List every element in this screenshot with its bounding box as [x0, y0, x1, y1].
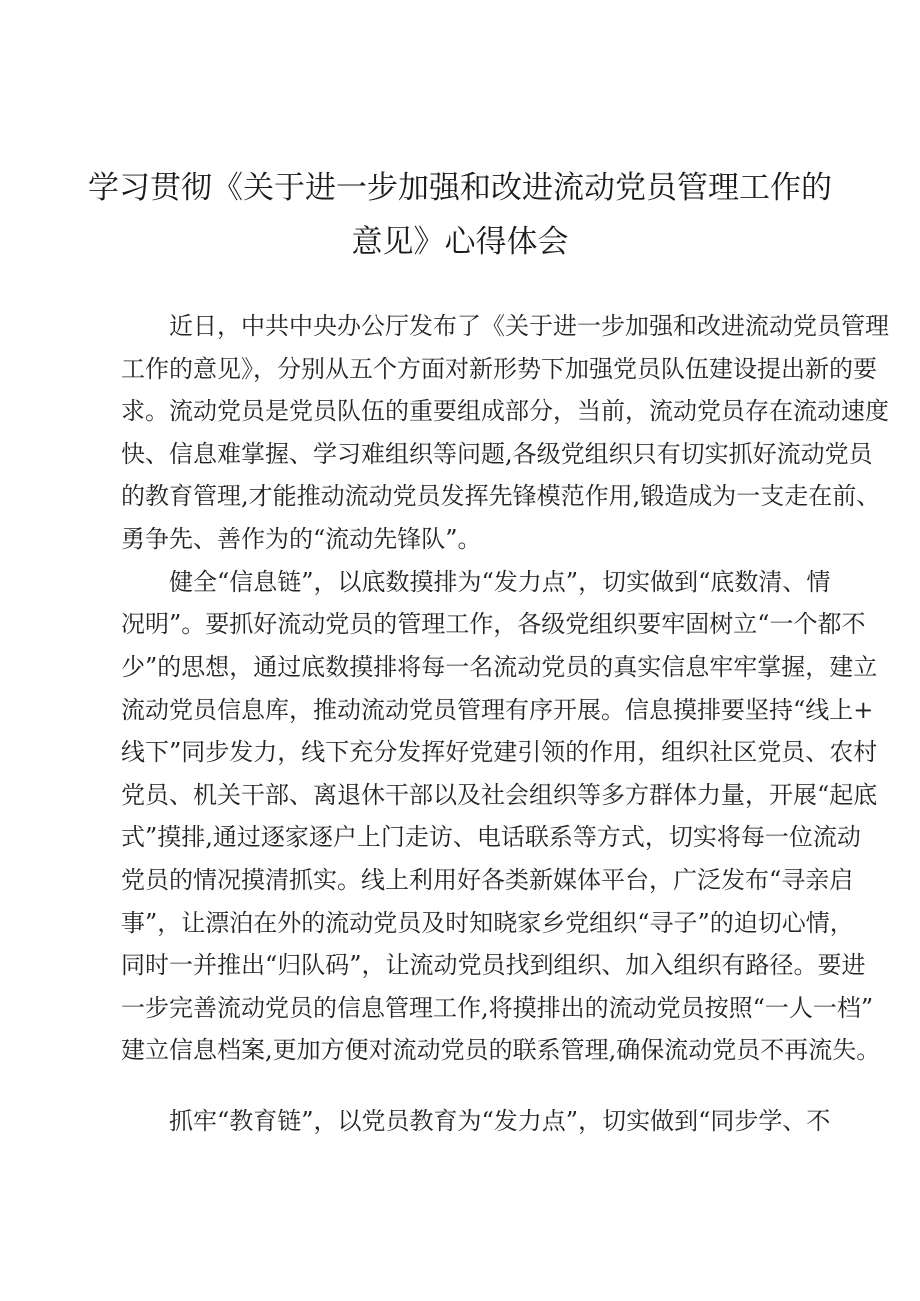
- paragraph-2-line: 党员、机关干部、离退休干部以及社会组织等多方群体力量，开展“起底: [121, 781, 878, 809]
- paragraph-2-line: 一步完善流动党员的信息管理工作,将摸排出的流动党员按照“一人一档”: [121, 994, 874, 1022]
- document-title-line-2: 意见》心得体会: [351, 224, 569, 260]
- paragraph-1-line: 近日，中共中央办公厅发布了《关于进一步加强和改进流动党员管理: [169, 312, 889, 340]
- paragraph-1-line: 的教育管理,才能推动流动党员发挥先锋模范作用,锻造成为一支走在前、: [121, 482, 881, 510]
- paragraph-2-line: 线下”同步发力，线下充分发挥好党建引领的作用，组织社区党员、农村: [121, 738, 878, 766]
- paragraph-2-line: 少”的思想，通过底数摸排将每一名流动党员的真实信息牢牢掌握，建立: [121, 653, 878, 681]
- paragraph-1-line: 工作的意见》，分别从五个方面对新形势下加强党员队伍建设提出新的要: [121, 355, 877, 383]
- paragraph-1-line: 快、信息难掌握、学习难组织等问题,各级党组织只有切实抓好流动党员: [121, 440, 873, 468]
- paragraph-2-line: 式”摸排,通过逐家逐户上门走访、电话联系等方式，切实将每一位流动: [121, 823, 861, 851]
- paragraph-3-line: 抓牢“教育链”，以党员教育为“发力点”，切实做到“同步学、不: [169, 1107, 831, 1135]
- paragraph-2-line: 流动党员信息库，推动流动党员管理有序开展。信息摸排要坚持“线上+: [121, 696, 874, 724]
- paragraph-2-line: 况明”。要抓好流动党员的管理工作，各级党组织要牢固树立“一个都不: [121, 610, 866, 638]
- paragraph-2-line: 同时一并推出“归队码”，让流动党员找到组织、加入组织有路径。要进: [121, 951, 866, 979]
- paragraph-2-line: 健全“信息链”，以底数摸排为“发力点”，切实做到“底数清、情: [169, 568, 831, 596]
- paragraph-2-line: 党员的情况摸清抓实。线上利用好各类新媒体平台，广泛发布“寻亲启: [121, 866, 854, 894]
- paragraph-2-line: 建立信息档案,更加方便对流动党员的联系管理,确保流动党员不再流失。: [121, 1036, 881, 1064]
- document-title-line-1: 学习贯彻《关于进一步加强和改进流动党员管理工作的: [88, 170, 832, 206]
- paragraph-2-line: 事”，让漂泊在外的流动党员及时知晓家乡党组织“寻子”的迫切心情，: [121, 909, 854, 937]
- paragraph-1-line: 求。流动党员是党员队伍的重要组成部分，当前，流动党员存在流动速度: [121, 397, 889, 425]
- paragraph-1-line: 勇争先、善作为的“流动先锋队”。: [121, 525, 482, 553]
